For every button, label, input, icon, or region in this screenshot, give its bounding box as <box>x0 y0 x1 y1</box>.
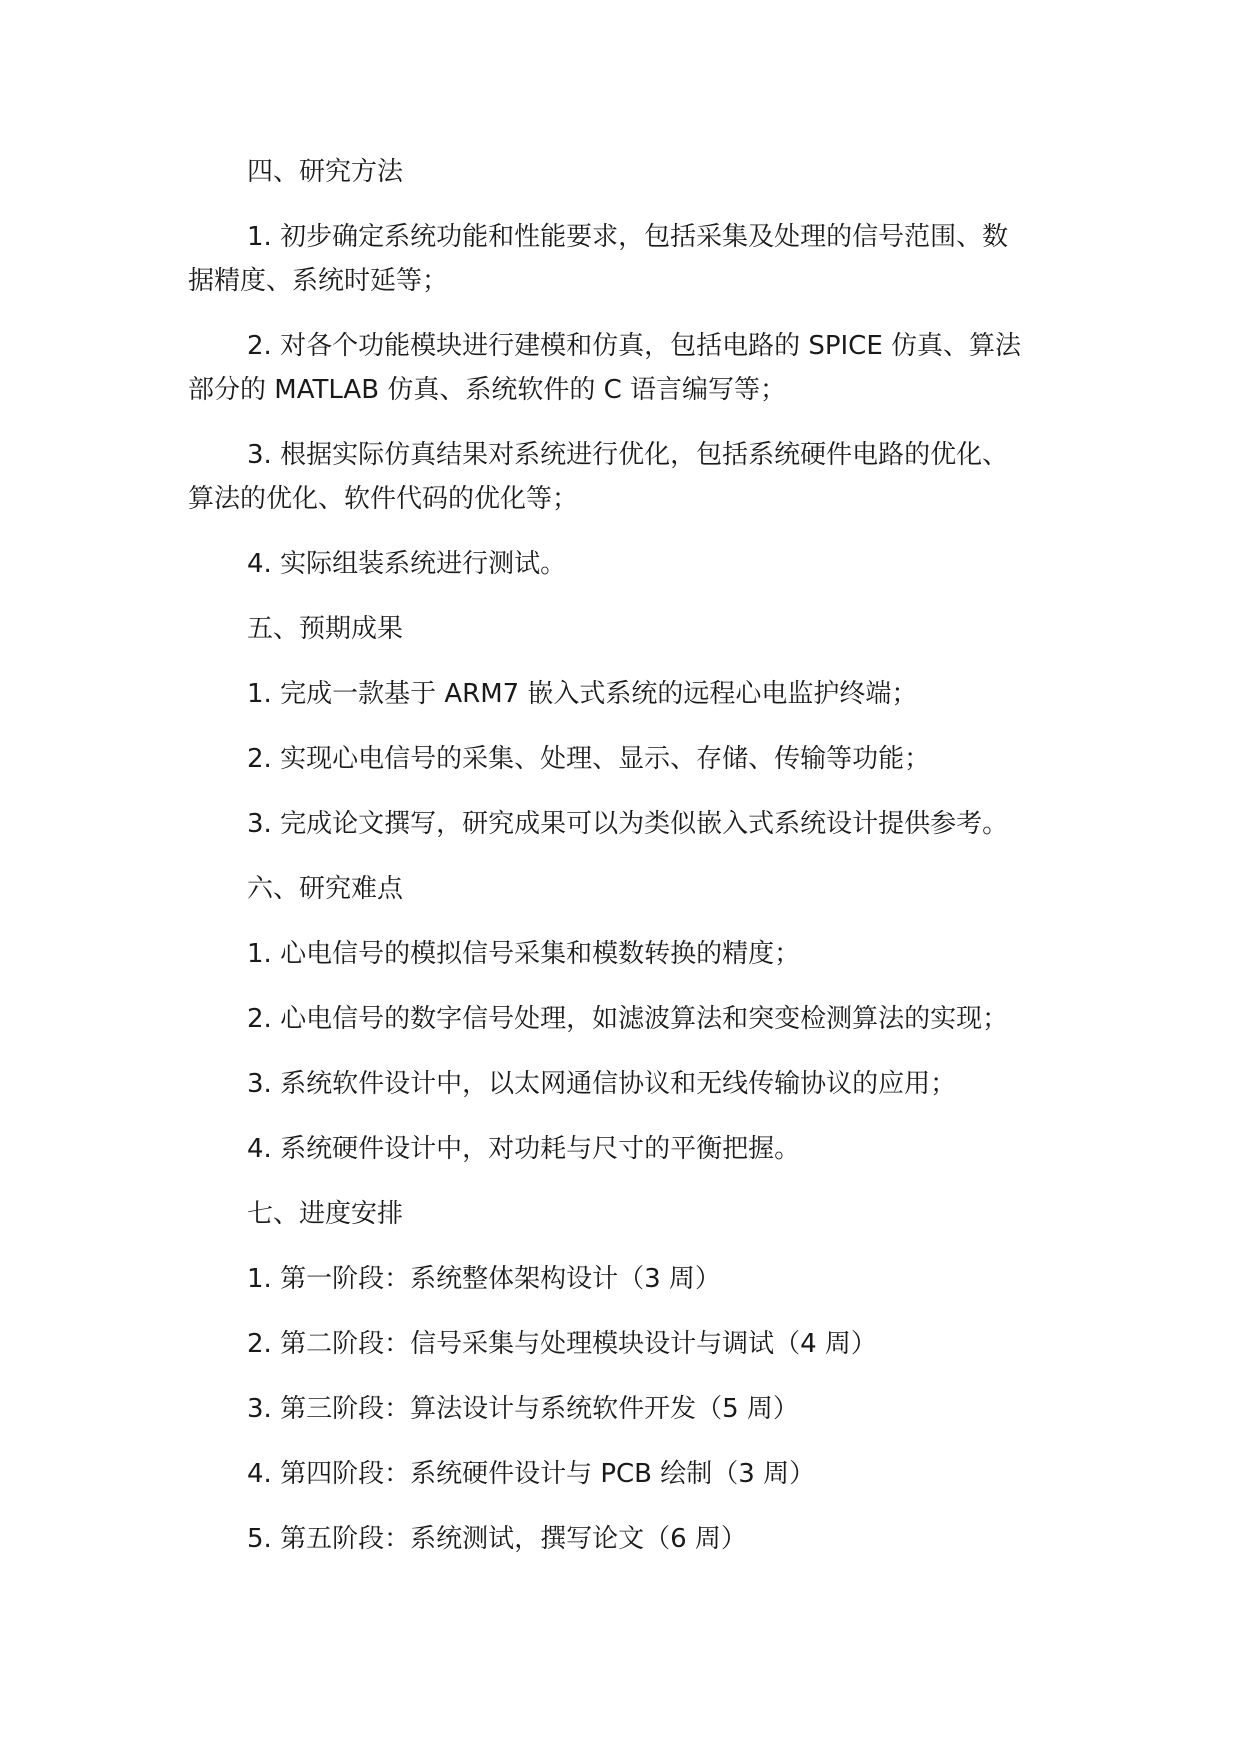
schedule-item-2: 2. 第二阶段：信号采集与处理模块设计与调试（4 周） <box>247 1329 877 1359</box>
difficulties-item-3: 3. 系统软件设计中，以太网通信协议和无线传输协议的应用； <box>247 1069 957 1099</box>
schedule-item-3: 3. 第三阶段：算法设计与系统软件开发（5 周） <box>247 1394 799 1424</box>
section-heading-difficulties: 六、研究难点 <box>247 874 404 904</box>
section-heading-schedule: 七、进度安排 <box>247 1199 404 1229</box>
section-heading-methods: 四、研究方法 <box>247 157 404 187</box>
schedule-item-4: 4. 第四阶段：系统硬件设计与 PCB 绘制（3 周） <box>247 1459 816 1489</box>
schedule-item-5: 5. 第五阶段：系统测试，撰写论文（6 周） <box>247 1524 747 1554</box>
methods-item-1-line-2: 据精度、系统时延等； <box>188 266 449 296</box>
methods-item-2-line-1: 2. 对各个功能模块进行建模和仿真，包括电路的 SPICE 仿真、算法 <box>247 331 1022 361</box>
difficulties-item-1: 1. 心电信号的模拟信号采集和模数转换的精度； <box>247 939 801 969</box>
section-heading-outcomes: 五、预期成果 <box>247 614 404 644</box>
methods-item-3-line-1: 3. 根据实际仿真结果对系统进行优化，包括系统硬件电路的优化、 <box>247 440 1009 470</box>
difficulties-item-4: 4. 系统硬件设计中，对功耗与尺寸的平衡把握。 <box>247 1134 801 1164</box>
methods-item-3-line-2: 算法的优化、软件代码的优化等； <box>188 484 579 514</box>
outcomes-item-1: 1. 完成一款基于 ARM7 嵌入式系统的远程心电监护终端； <box>247 679 918 709</box>
difficulties-item-2: 2. 心电信号的数字信号处理，如滤波算法和突变检测算法的实现； <box>247 1004 1009 1034</box>
methods-item-4: 4. 实际组装系统进行测试。 <box>247 549 567 579</box>
schedule-item-1: 1. 第一阶段：系统整体架构设计（3 周） <box>247 1264 721 1294</box>
document-body <box>188 150 1048 1582</box>
outcomes-item-2: 2. 实现心电信号的采集、处理、显示、存储、传输等功能； <box>247 744 931 774</box>
methods-item-1-line-1: 1. 初步确定系统功能和性能要求，包括采集及处理的信号范围、数 <box>247 222 1009 252</box>
methods-item-2-line-2: 部分的 MATLAB 仿真、系统软件的 C 语言编写等； <box>188 375 787 405</box>
outcomes-item-3: 3. 完成论文撰写，研究成果可以为类似嵌入式系统设计提供参考。 <box>247 809 1009 839</box>
